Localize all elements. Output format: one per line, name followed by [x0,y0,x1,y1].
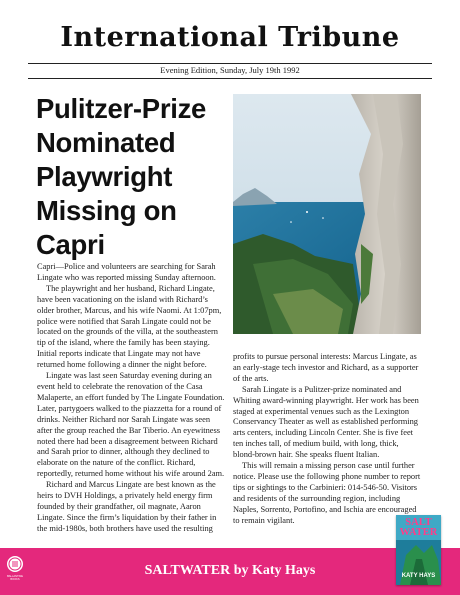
book-author: KATY HAYS [401,573,436,579]
masthead-rule-bottom [28,78,432,79]
article-paragraph: The playwright and her husband, Richard Lingate, have been vacationing on the island with Richard’s older brother, Marcus, and his wife Naomi. At 1:07pm, police were notified that Sarah Lingate could not be located on the grounds of the villa, at the southeastern tip of the island, where the family has been staying. Initial reports indicate that Lingate may not have returned home following a dinner the night before. [37,283,222,370]
article-paragraph: Richard and Marcus Lingate are best known as the heirs to DVH Holdings, a privately held energy firm founded by their grandfather, oil magnate, Aaron Lingate. Since the firm’s liquidation by their father in the mid-1980s, both brothers have used the resulting [37,480,217,533]
headline-line: Capri [36,229,105,260]
book-title-line: WATER [399,527,438,538]
article-paragraph: Capri—Police and volunteers are searching for Sarah Lingate who was reported missing Sunday afternoon. [37,262,216,282]
book-title-line: SALT [405,517,432,528]
masthead: International Tribune [60,22,400,53]
book-cover-image[interactable] [396,515,441,585]
article-paragraph: profits to pursue personal interests: Marcus Lingate, as an early-stage tech investor and Richard, as a supporter of the arts. [233,352,419,383]
capri-coastline-photo [233,94,421,334]
headline-line: Pulitzer-Prize [36,93,207,124]
headline-line: Missing on [36,195,177,226]
article-column-1 [37,262,225,535]
edition-line: Evening Edition, Sunday, July 19th 1992 [160,65,300,75]
masthead-rule-top [28,63,432,64]
article-column-2 [233,352,421,527]
headline-line: Nominated [36,127,176,158]
headline [36,92,226,262]
article-paragraph: This will remain a missing person case until further notice. Please use the following phone number to report tips or sightings to the Carbinieri: 014-546-50. Visitors and residents of the surrounding region, including Naples, Sorrento, Portofino, and Ischia are encouraged to remain vigilant. [233,461,421,525]
headline-line: Playwright [36,161,173,192]
publisher-name-line: BALLANTINE [7,575,23,578]
article-paragraph: Lingate was last seen Saturday evening during an event held to celebrate the renovation of the Casa Malaperte, an effort funded by The Lingate Foundation. Later, partygoers walked to the piazzetta for a round of drinks. Neither Richard nor Sarah Lingate was seen after the group reached the Bar Tiberio. An eyewitness noted there had been a disagreement between Richard and Sarah prior to dinner, although they declined to elaborate on the nature of the conflict. Richard, reportedly, returned home without his wife around 2am. [37,371,225,479]
article-paragraph: Sarah Lingate is a Pulitzer-prize nominated and Whiting award-winning playwright. Her work has been staged at experimental venues such as the Lexington Conservancy Theater as well as established performing arts centers, including Lincoln Center. She is five feet ten inches tall, of medium build, with long, thick, blond-brown hair. She speaks fluent Italian. [233,384,419,460]
promo-title[interactable]: SALTWATER by Katy Hays [144,563,316,578]
publisher-name-line: BOOKS [10,578,20,582]
